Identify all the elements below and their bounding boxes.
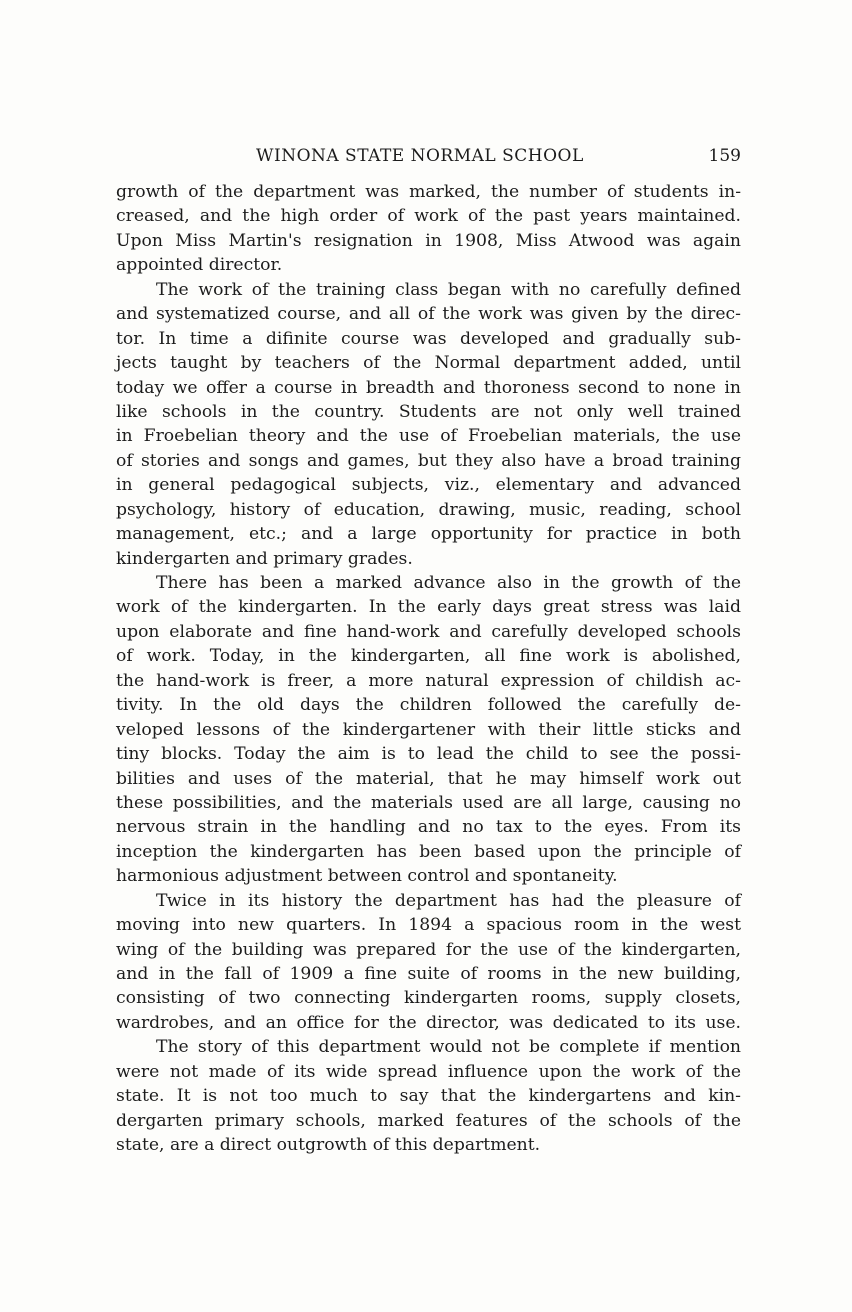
text-line: wing of the building was prepared for the use of the kindergarten,	[116, 939, 741, 960]
text-line: work of the kindergarten. In the early days great stress was laid	[116, 597, 741, 618]
text-line: management, etc.; and a large opportunity for practice in both	[116, 524, 741, 545]
running-title: WINONA STATE NORMAL SCHOOL	[256, 146, 584, 166]
text-line: Upon Miss Martin's resignation in 1908, Miss Atwood was again	[116, 230, 741, 251]
text-line: appointed director.	[116, 255, 283, 276]
text-line: veloped lessons of the kindergartener with their little sticks and	[116, 719, 741, 740]
text-line: tivity. In the old days the children followed the carefully de-	[116, 695, 741, 716]
text-line: in general pedagogical subjects, viz., elementary and advanced	[116, 475, 741, 496]
text-line: moving into new quarters. In 1894 a spacious room in the west	[116, 915, 741, 936]
running-header	[116, 146, 741, 170]
text-line: harmonious adjustment between control and spontaneity.	[116, 866, 618, 887]
text-line: tor. In time a difinite course was developed and gradually sub-	[116, 328, 741, 349]
text-line: growth of the department was marked, the number of students in-	[116, 182, 741, 202]
text-line: nervous strain in the handling and no tax to the eyes. From its	[116, 817, 741, 838]
text-line: creased, and the high order of work of the past years maintained.	[116, 206, 741, 227]
text-line: state, are a direct outgrowth of this department.	[116, 1135, 541, 1156]
text-line: Twice in its history the department has had the pleasure of	[156, 890, 741, 911]
text-line: consisting of two connecting kindergarten rooms, supply closets,	[116, 988, 741, 1009]
text-line: inception the kindergarten has been based upon the principle of	[116, 841, 741, 862]
text-line: The work of the training class began with no carefully defined	[156, 279, 741, 300]
page-number: 159	[708, 146, 741, 166]
text-line: dergarten primary schools, marked features of the schools of the	[116, 1110, 741, 1131]
text-line: in Froebelian theory and the use of Froebelian materials, the use	[116, 426, 741, 447]
text-line: bilities and uses of the material, that he may himself work out	[116, 768, 741, 789]
text-line: these possibilities, and the materials used are all large, causing no	[116, 792, 741, 813]
text-line: There has been a marked advance also in the growth of the	[156, 573, 741, 593]
text-line: wardrobes, and an office for the director, was dedicated to its use.	[116, 1012, 741, 1033]
text-line: and systematized course, and all of the work was given by the direc-	[116, 304, 741, 325]
text-line: The story of this department would not be complete if mention	[156, 1037, 741, 1058]
text-line: tiny blocks. Today the aim is to lead the child to see the possi-	[116, 744, 741, 765]
text-line: upon elaborate and fine hand-work and carefully developed schools	[116, 621, 741, 642]
text-line: like schools in the country. Students are not only well trained	[116, 401, 741, 422]
text-line: the hand-work is freer, a more natural expression of childish ac-	[116, 670, 741, 691]
text-line: today we offer a course in breadth and thoroness second to none in	[116, 377, 741, 398]
text-line: of work. Today, in the kindergarten, all fine work is abolished,	[116, 646, 741, 667]
text-line: jects taught by teachers of the Normal department added, until	[116, 353, 741, 374]
body-text	[116, 180, 741, 1158]
text-line: and in the fall of 1909 a fine suite of rooms in the new building,	[116, 964, 741, 984]
text-line: state. It is not too much to say that the kindergartens and kin-	[116, 1086, 741, 1107]
text-line: were not made of its wide spread influence upon the work of the	[116, 1061, 741, 1082]
text-line: of stories and songs and games, but they also have a broad training	[116, 450, 741, 471]
text-line: kindergarten and primary grades.	[116, 548, 413, 569]
text-line: psychology, history of education, drawing, music, reading, school	[116, 499, 741, 520]
